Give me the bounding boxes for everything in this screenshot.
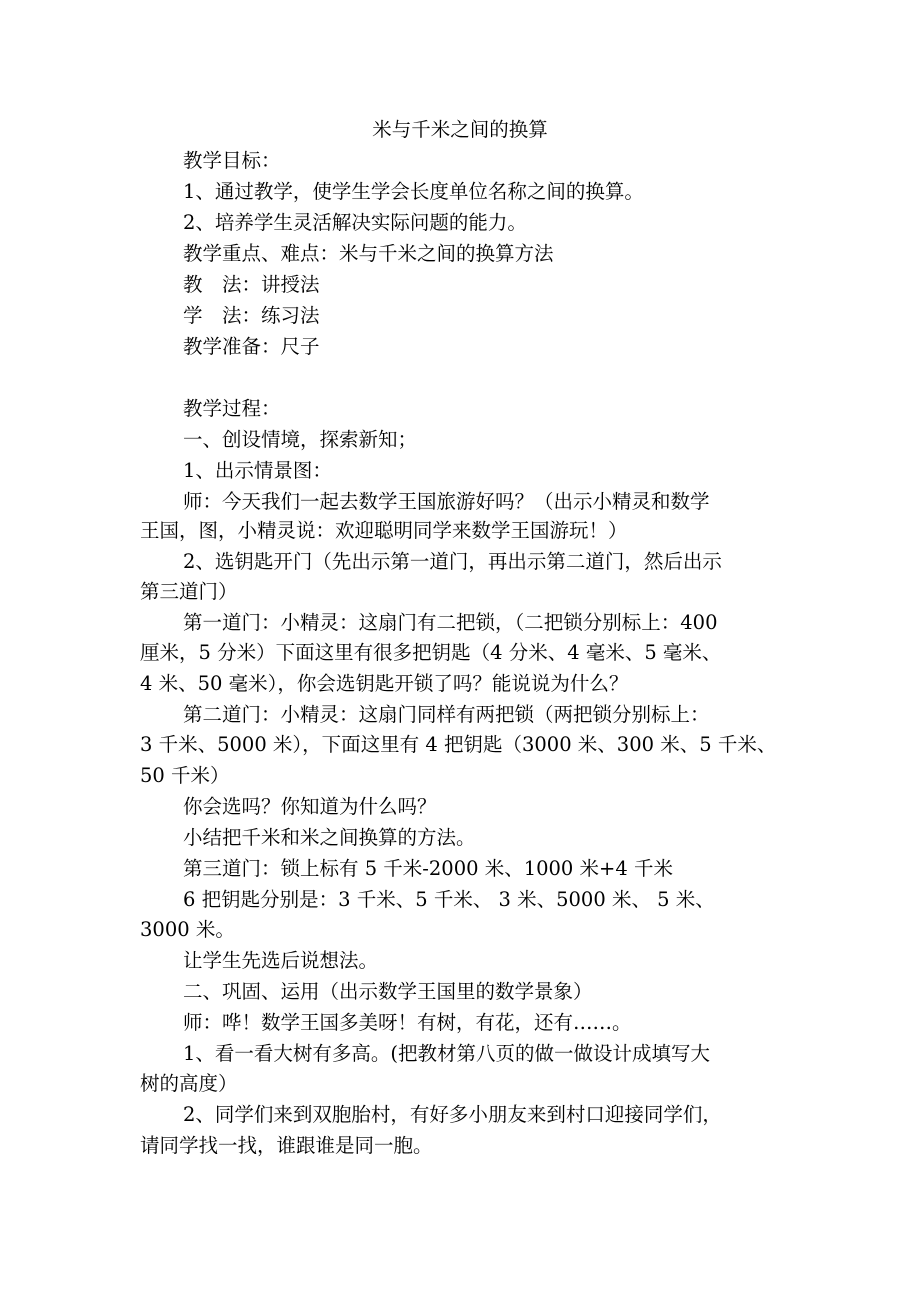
text-line: 教 法：讲授法 — [183, 273, 320, 296]
text-line: 第三道门：锁上标有 5 千米-2000 米、1000 米+4 千米 — [183, 857, 673, 880]
text-line: 学 法：练习法 — [183, 304, 320, 327]
text-line: 请同学找一找，谁跟谁是同一胞。 — [140, 1134, 433, 1157]
text-line: 50 千米） — [140, 764, 230, 787]
text-line: 教学过程： — [183, 397, 281, 420]
text-line: 2、培养学生灵活解决实际问题的能力。 — [183, 211, 527, 234]
text-line: 师：哗！数学王国多美呀！有树，有花，还有……。 — [183, 1011, 632, 1034]
text-line: 6 把钥匙分别是：3 千米、5 千米、 3 米、5000 米、 5 米、 — [183, 888, 715, 911]
text-line: 1、出示情景图： — [183, 459, 332, 482]
text-line: 3 千米、5000 米），下面这里有 4 把钥匙（3000 米、300 米、5 千米、 — [140, 733, 777, 756]
text-line: 第三道门） — [140, 580, 238, 603]
text-line: 第一道门：小精灵：这扇门有二把锁，（二把锁分别标上：400 — [183, 611, 718, 634]
page-title: 米与千米之间的换算 — [372, 118, 548, 141]
text-line: 师：今天我们一起去数学王国旅游好吗？（出示小精灵和数学 — [183, 490, 710, 513]
text-line: 厘米，5 分米）下面这里有很多把钥匙（4 分米、4 毫米、5 毫米、 — [140, 641, 722, 664]
text-line: 2、同学们来到双胞胎村，有好多小朋友来到村口迎接同学们， — [183, 1103, 722, 1126]
text-line: 教学准备：尺子 — [183, 335, 320, 358]
text-line: 你会选吗？你知道为什么吗？ — [183, 795, 437, 818]
text-line: 王国，图，小精灵说：欢迎聪明同学来数学王国游玩！） — [140, 519, 628, 542]
text-line: 教学目标： — [183, 149, 281, 172]
text-line: 让学生先选后说想法。 — [183, 949, 379, 972]
text-line: 第二道门：小精灵：这扇门同样有两把锁（两把锁分别标上： — [183, 703, 710, 726]
text-line: 小结把千米和米之间换算的方法。 — [183, 826, 476, 849]
text-line: 3000 米。 — [140, 918, 235, 941]
text-line: 4 米、50 毫米），你会选钥匙开锁了吗？能说说为什么？ — [140, 672, 629, 695]
text-line: 1、通过教学，使学生学会长度单位名称之间的换算。 — [183, 180, 644, 203]
text-line: 教学重点、难点：米与千米之间的换算方法 — [183, 242, 554, 265]
text-line: 一、创设情境，探索新知； — [183, 428, 418, 451]
text-line: 1、看一看大树有多高。(把教材第八页的做一做设计成填写大 — [183, 1042, 711, 1065]
text-line: 2、选钥匙开门（先出示第一道门，再出示第二道门，然后出示 — [183, 550, 722, 573]
text-line: 二、巩固、运用（出示数学王国里的数学景象） — [183, 980, 593, 1003]
text-line: 树的高度） — [140, 1072, 238, 1095]
